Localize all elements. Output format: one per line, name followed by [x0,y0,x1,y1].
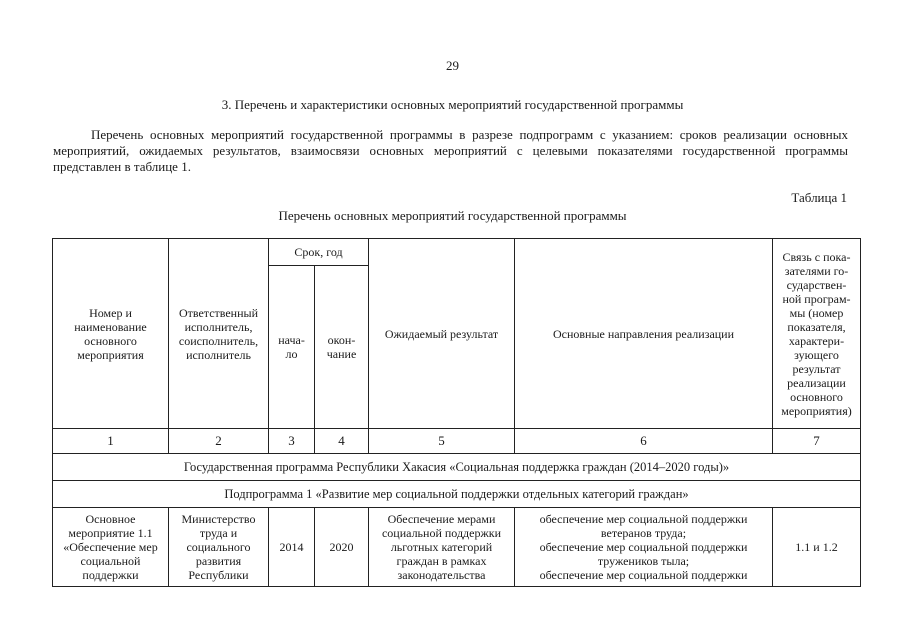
col-number: 5 [369,429,515,454]
measures-table [52,238,861,587]
header-executor: Ответственный исполнитель, соисполнитель, исполнитель [169,239,269,429]
direction-line: обеспечение мер социальной поддержки [539,568,748,582]
header-end: окон- чание [315,266,369,429]
col-number: 7 [773,429,861,454]
table-title: Перечень основных мероприятий государственной программы [278,208,627,223]
header-indicators-link: Связь с пока- зателями го- сударствен- ной програм- мы (номер показателя, характери- зующего результат реализации основного мероприятия) [773,239,861,429]
subprogram-row: Подпрограмма 1 «Развитие мер социальной поддержки отдельных категорий граждан» [53,481,861,508]
col-number: 4 [315,429,369,454]
header-measure: Номер и наименование основного мероприятия [53,239,169,429]
header-term: Срок, год [269,239,369,266]
intro-paragraph: Перечень основных мероприятий государственной программы в разрезе подпрограмм с указанием: сроков реализации основных мероприятий, ожидаемых результатов, взаимосвязи основных мероприятий с целевыми показателями государственной программы представлен в таблице 1. [53,127,848,174]
page-number: 29 [446,58,459,73]
table-label: Таблица 1 [791,190,847,205]
col-number: 1 [53,429,169,454]
end-year: 2020 [315,508,369,587]
col-number: 3 [269,429,315,454]
header-directions: Основные направления реализации [515,239,773,429]
header-expected-result: Ожидаемый результат [369,239,515,429]
indicators-link: 1.1 и 1.2 [773,508,861,587]
header-start: нача- ло [269,266,315,429]
col-number: 2 [169,429,269,454]
direction-line: обеспечение мер социальной поддержки ветеранов труда; [539,512,748,540]
section-title: 3. Перечень и характеристики основных мероприятий государственной программы [221,97,684,112]
directions-cell [515,508,773,587]
table-row [53,508,861,587]
program-row: Государственная программа Республики Хакасия «Социальная поддержка граждан (2014–2020 годы)» [53,454,861,481]
col-number: 6 [515,429,773,454]
start-year: 2014 [269,508,315,587]
expected-result: Обеспечение мерами социальной поддержки льготных категорий граждан в рамках законодательства [369,508,515,587]
executor-name: Министерство труда и социального развития Республики [169,508,269,587]
measure-name: Основное мероприятие 1.1 «Обеспечение мер социальной поддержки [53,508,169,587]
direction-line: обеспечение мер социальной поддержки тружеников тыла; [539,540,748,568]
